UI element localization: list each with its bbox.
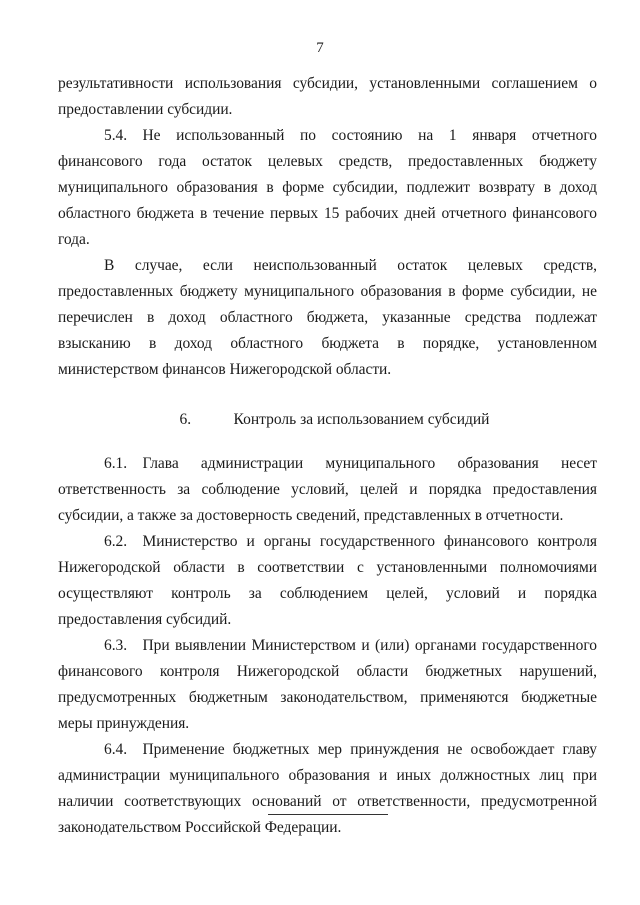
paragraph-6-4: 6.4. Применение бюджетных мер принуждения не освобождает главу администрации муниципального образования и иных должностных лиц при наличии соответствующих оснований от ответственности, предусмотренной законодательством Российской Федерации. [58,741,597,836]
document-body [58,71,597,841]
paragraph-6-3: 6.3. При выявлении Министерством и (или) органами государственного финансового контроля Нижегородской области бюджетных нарушений, предусмотренных бюджетным законодательством, применяются бюджетные меры принуждения. [58,637,597,732]
section-title: Контроль за использованием субсидий [233,411,490,428]
paragraph-6-1: 6.1. Глава администрации муниципального образования несет ответственность за соблюдение условий, целей и порядка предоставления субсидии, а также за достоверность сведений, представленных в отчетности. [58,455,597,524]
end-separator-line [268,814,388,815]
paragraph-continuation: результативности использования субсидии, установленными соглашением о предоставлении субсидии. [58,75,597,118]
section-number: 6. [179,411,192,428]
page-number: 7 [316,40,324,56]
paragraph-5-4: 5.4. Не использованный по состоянию на 1 января отчетного финансового года остаток целевых средств, предоставленных бюджету муниципального образования в форме субсидии, подлежит возврату в доход областного бюджета в течение первых 15 рабочих дней отчетного финансового года. [58,127,597,248]
section-heading [58,407,597,433]
paragraph-5-4-cont: В случае, если неиспользованный остаток целевых средств, предоставленных бюджету муниципального образования в форме субсидии, не перечислен в доход областного бюджета, указанные средства подлежат взысканию в доход областного бюджета в порядке, установленном министерством финансов Нижегородской области. [58,257,597,378]
paragraph-6-2: 6.2. Министерство и органы государственного финансового контроля Нижегородской области в соответствии с установленными полномочиями осуществляют контроль за соблюдением целей, условий и порядка предоставления субсидий. [58,533,597,628]
